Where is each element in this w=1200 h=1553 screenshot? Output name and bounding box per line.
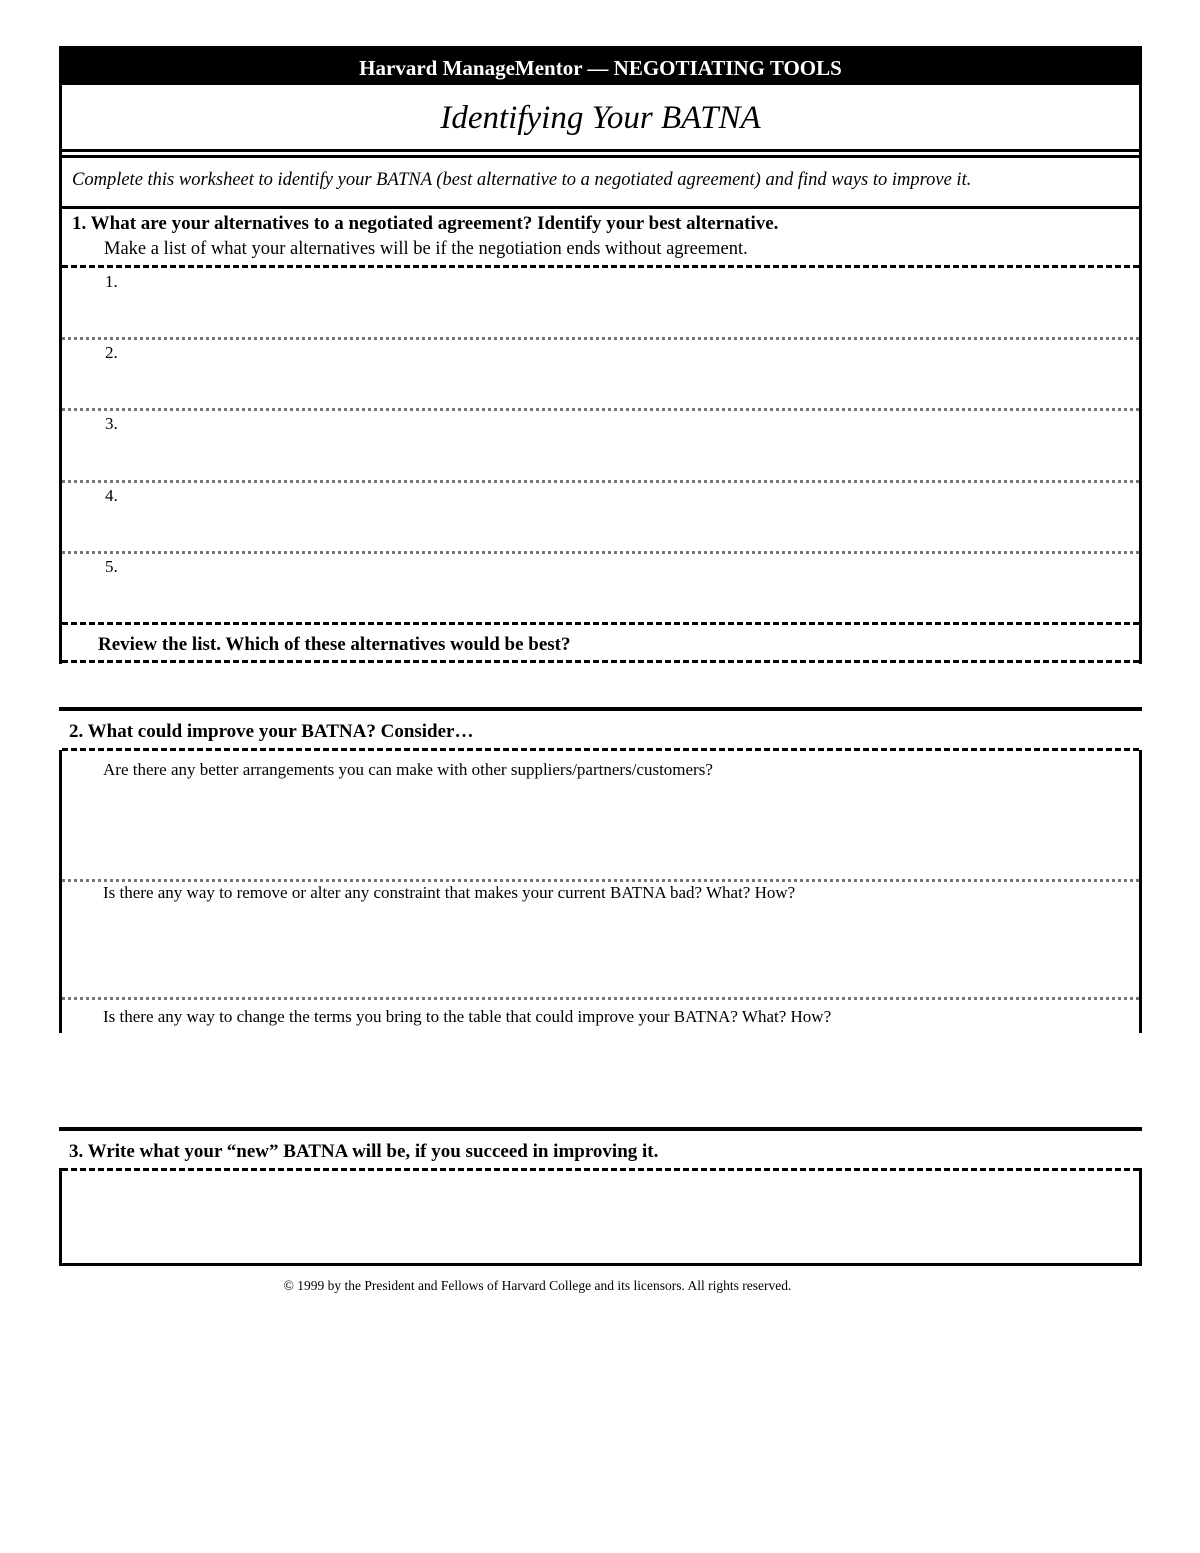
divider (62, 879, 1139, 882)
alternative-label-2: 2. (105, 343, 118, 362)
divider (62, 337, 1139, 340)
section-1-instruction: Make a list of what your alternatives will be if the negotiation ends without agreement. (104, 239, 748, 259)
section-2-rule (59, 707, 1142, 711)
divider (62, 1168, 1139, 1171)
divider (62, 997, 1139, 1000)
section-3-question: 3. Write what your “new” BATNA will be, if you succeed in improving it. (69, 1141, 659, 1162)
banner: Harvard ManageMentor — NEGOTIATING TOOLS (62, 49, 1139, 85)
divider (62, 480, 1139, 483)
copyright-notice: © 1999 by the President and Fellows of Harvard College and its licensors. All rights reserved. (283, 1278, 792, 1293)
worksheet-header (59, 46, 1142, 204)
page-title: Identifying Your BATNA (62, 85, 1139, 152)
alternative-label-4: 4. (105, 486, 118, 505)
divider (62, 551, 1139, 554)
alternative-label-1: 1. (105, 272, 118, 291)
section-3-rule (59, 1127, 1142, 1131)
section-1-question: 1. What are your alternatives to a negotiated agreement? Identify your best alternative. (72, 213, 779, 234)
section-2 (59, 750, 1142, 1033)
divider (62, 660, 1139, 663)
intro-text: Complete this worksheet to identify your BATNA (best alternative to a negotiated agreement) and find ways to improve it. (62, 155, 1139, 209)
review-prompt: Review the list. Which of these alternatives would be best? (98, 634, 571, 655)
divider (62, 622, 1139, 625)
divider (62, 408, 1139, 411)
alternative-label-5: 5. (105, 557, 118, 576)
section-3-answer-box (59, 1168, 1142, 1266)
improve-prompt-3: Is there any way to change the terms you bring to the table that could improve your BATNA? What? How? (103, 1007, 832, 1026)
section-1 (59, 204, 1142, 664)
alternative-label-3: 3. (105, 414, 118, 433)
divider (62, 265, 1139, 268)
divider (62, 748, 1139, 751)
improve-prompt-2: Is there any way to remove or alter any constraint that makes your current BATNA bad? What? How? (103, 883, 796, 902)
improve-prompt-1: Are there any better arrangements you can make with other suppliers/partners/customers? (103, 760, 713, 779)
section-2-question: 2. What could improve your BATNA? Consider… (69, 721, 474, 742)
